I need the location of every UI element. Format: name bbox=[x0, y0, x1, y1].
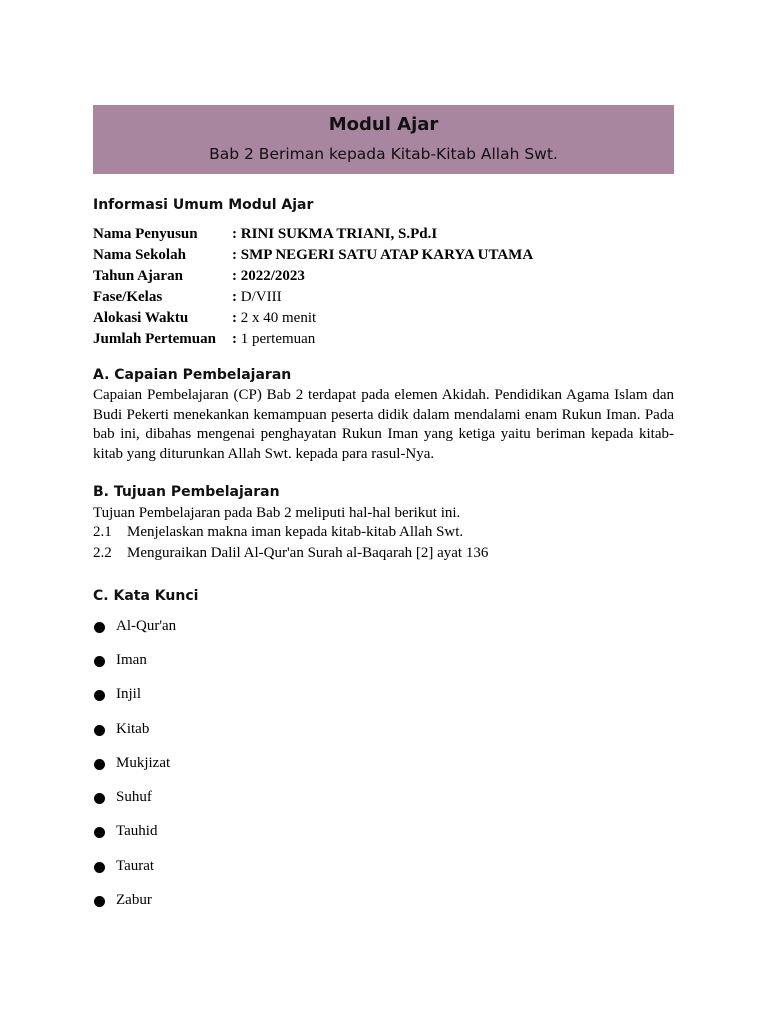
info-value: : 2022/2023 bbox=[232, 268, 305, 284]
section-a-heading: A. Capaian Pembelajaran bbox=[93, 367, 292, 383]
info-value: : 1 pertemuan bbox=[232, 331, 316, 347]
bullet-dot-icon bbox=[94, 622, 105, 633]
keyword-label: Tauhid bbox=[116, 823, 158, 839]
objective-text: Menjelaskan makna iman kepada kitab-kitab Allah Swt. bbox=[127, 524, 464, 540]
objective-item bbox=[93, 543, 488, 563]
title-banner bbox=[93, 105, 674, 174]
bullet-dot-icon bbox=[94, 759, 105, 770]
keyword-label: Zabur bbox=[116, 892, 152, 908]
bullet-dot-icon bbox=[94, 862, 105, 873]
section-a-body: Capaian Pembelajaran (CP) Bab 2 terdapat pada elemen Akidah. Pendidikan Agama Islam dan Budi Pekerti menekankan kemampuan peserta didik dalam mendalami enam Rukun Iman. Pada bab ini, dibahas mengenai penghayatan Rukun Iman yang ketiga yaitu beriman kepada kitab-kitab yang diturunkan Allah Swt. kepada para rasul-Nya. bbox=[93, 387, 674, 462]
keyword-label: Injil bbox=[116, 686, 141, 702]
objective-text: Menguraikan Dalil Al-Qur'an Surah al-Baqarah [2] ayat 136 bbox=[127, 545, 489, 561]
info-label: Jumlah Pertemuan bbox=[93, 331, 216, 347]
section-b-heading: B. Tujuan Pembelajaran bbox=[93, 484, 280, 500]
section-b-intro: Tujuan Pembelajaran pada Bab 2 meliputi hal-hal berikut ini. bbox=[93, 505, 461, 521]
keyword-label: Mukjizat bbox=[116, 755, 171, 771]
objective-item bbox=[93, 522, 463, 542]
info-value: : D/VIII bbox=[232, 289, 282, 305]
keyword-label: Suhuf bbox=[116, 789, 152, 805]
info-label: Nama Sekolah bbox=[93, 247, 186, 263]
keyword-label: Al-Qur'an bbox=[116, 618, 177, 634]
info-value: : SMP NEGERI SATU ATAP KARYA UTAMA bbox=[232, 247, 534, 263]
info-label: Tahun Ajaran bbox=[93, 268, 183, 284]
document-title: Modul Ajar bbox=[328, 114, 439, 135]
bullet-dot-icon bbox=[94, 656, 105, 667]
document-subtitle: Bab 2 Beriman kepada Kitab-Kitab Allah Swt. bbox=[209, 145, 558, 163]
bullet-dot-icon bbox=[94, 793, 105, 804]
info-label: Fase/Kelas bbox=[93, 289, 163, 305]
keyword-label: Taurat bbox=[116, 858, 155, 874]
bullet-dot-icon bbox=[94, 725, 105, 736]
bullet-dot-icon bbox=[94, 896, 105, 907]
objective-number: 2.2 bbox=[93, 545, 112, 561]
bullet-dot-icon bbox=[94, 827, 105, 838]
info-label: Alokasi Waktu bbox=[93, 310, 189, 326]
keyword-label: Iman bbox=[116, 652, 147, 668]
info-value: : 2 x 40 menit bbox=[232, 310, 317, 326]
info-heading: Informasi Umum Modul Ajar bbox=[93, 197, 314, 213]
info-label: Nama Penyusun bbox=[93, 226, 198, 242]
info-value: : RINI SUKMA TRIANI, S.Pd.I bbox=[232, 226, 438, 242]
keyword-label: Kitab bbox=[116, 721, 150, 737]
bullet-dot-icon bbox=[94, 690, 105, 701]
section-c-heading: C. Kata Kunci bbox=[93, 588, 199, 604]
objective-number: 2.1 bbox=[93, 524, 112, 540]
